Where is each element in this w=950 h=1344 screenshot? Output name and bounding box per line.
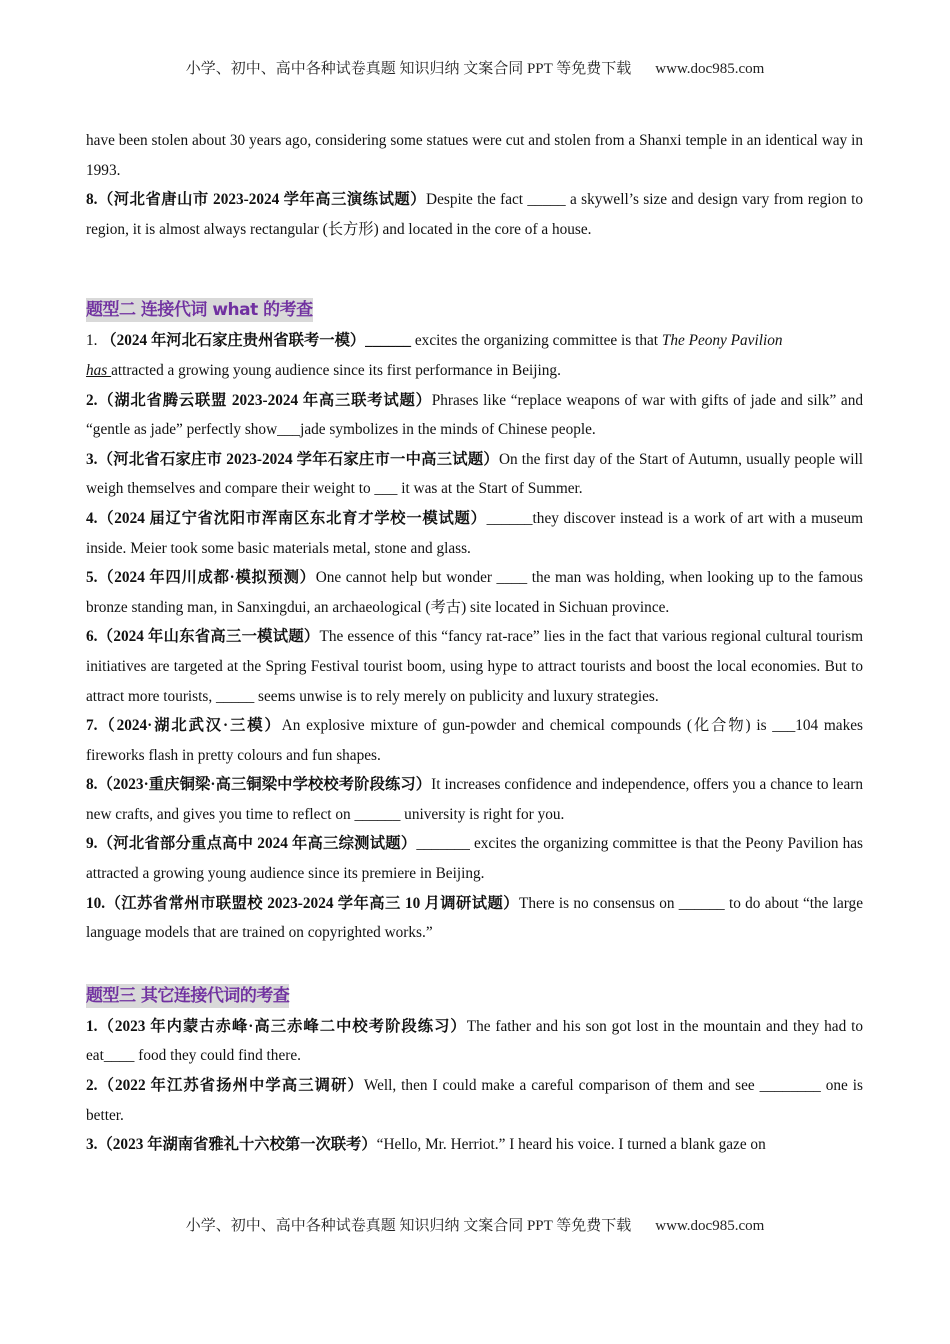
header-text: 小学、初中、高中各种试卷真题 知识归纳 文案合同 PPT 等免费下载 bbox=[185, 61, 632, 77]
question-item bbox=[86, 185, 863, 244]
question-item bbox=[86, 445, 863, 504]
question-text: It increases confidence and independence, offers you a chance to learn new crafts, and gives you time to reflect on ______ university is right for you. bbox=[86, 776, 863, 823]
question-source: 8.（2023·重庆铜梁·高三铜梁中学校校考阶段练习） bbox=[86, 776, 432, 794]
question-source: 8.（河北省唐山市 2023-2024 学年高三演练试题） bbox=[86, 191, 427, 209]
question-source: 2.（湖北省腾云联盟 2023-2024 年高三联考试题） bbox=[86, 391, 432, 409]
page-footer bbox=[0, 1214, 950, 1235]
question-item bbox=[86, 770, 863, 829]
question-source: 5.（2024 年四川成都·模拟预测） bbox=[86, 569, 316, 587]
question-source: 2.（2022 年江苏省扬州中学高三调研） bbox=[86, 1077, 364, 1095]
question-source: 1.（2023 年内蒙古赤峰·高三赤峰二中校考阶段练习） bbox=[86, 1017, 467, 1035]
question-item bbox=[86, 622, 863, 711]
question-item bbox=[86, 386, 863, 445]
question-text: An explosive mixture of gun-powder and chemical compounds (化合物) is ___104 makes fireworks flash in pretty colours and fun shapes. bbox=[86, 717, 863, 764]
question-source: 6.（2024 年山东省高三一模试题） bbox=[86, 628, 320, 646]
question-source: 3.（2023 年湖南省雅礼十六校第一次联考） bbox=[86, 1136, 377, 1154]
section-heading: 题型二 连接代词 what 的考查 bbox=[86, 300, 313, 321]
header-url[interactable]: www.doc985.com bbox=[655, 61, 765, 77]
question-text: There is no consensus on ______ to do about “the large language models that are trained on copyrighted works.” bbox=[86, 894, 863, 942]
question-item bbox=[86, 1012, 863, 1071]
footer-url[interactable]: www.doc985.com bbox=[655, 1218, 765, 1234]
document-body bbox=[86, 126, 863, 1160]
question-text: The father and his son got lost in the mountain and they had to eat____ food they could find there. bbox=[86, 1017, 863, 1065]
italic-title: The Peony Pavilion bbox=[661, 332, 783, 350]
question-item bbox=[86, 504, 863, 563]
footer-text: 小学、初中、高中各种试卷真题 知识归纳 文案合同 PPT 等免费下载 bbox=[185, 1218, 632, 1234]
question-source: 9.（河北省部分重点高中 2024 年高三综测试题） bbox=[86, 835, 417, 853]
question-text: Phrases like “replace weapons of war with gifts of jade and silk” and “gentle as jade” perfectly show___jade symbolizes in the minds of Chinese people. bbox=[86, 391, 863, 439]
question-item bbox=[86, 1130, 863, 1160]
question-text: ______they discover instead is a work of art with a museum inside. Meier took some basic materials metal, stone and glass. bbox=[86, 509, 863, 557]
paragraph-continuation: have been stolen about 30 years ago, considering some statues were cut and stolen from a Shanxi temple in an identical way in 1993. bbox=[86, 132, 863, 179]
question-item bbox=[86, 326, 863, 385]
question-source: 4.（2024 届辽宁省沈阳市浑南区东北育才学校一模试题） bbox=[86, 509, 487, 527]
question-text: On the first day of the Start of Autumn, usually people will weigh themselves and compare their weight to ___ it was at the Start of Summer. bbox=[86, 450, 864, 498]
question-item bbox=[86, 1071, 863, 1130]
question-source: 7.（2024·湖北武汉·三模） bbox=[86, 717, 282, 735]
question-text: Well, then I could make a careful comparison of them and see ________ one is better. bbox=[86, 1077, 863, 1124]
question-text: One cannot help but wonder ____ the man was holding, when looking up to the famous bronze standing man, in Sanxingdui, an archaeological (考古) site located in Sichuan province. bbox=[86, 569, 863, 616]
question-text: attracted a growing young audience since its first performance in Beijing. bbox=[111, 361, 561, 379]
question-text: “Hello, Mr. Herriot.” I heard his voice. I turned a blank gaze on bbox=[376, 1136, 766, 1154]
question-source: 10.（江苏省常州市联盟校 2023-2024 学年高三 10 月调研试题） bbox=[86, 894, 519, 912]
question-item bbox=[86, 563, 863, 622]
answer-blank: ______ bbox=[365, 332, 412, 350]
question-text: _______ excites the organizing committee is that the Peony Pavilion has attracted a growing young audience since its premiere in Beijing. bbox=[86, 835, 863, 883]
question-text: The essence of this “fancy rat-race” lies in the fact that various regional cultural tourism initiatives are targeted at the Spring Festival tourist boom, using hype to attract tourists and boost the local economies. But to attract more tourists, _____ seems unwise is to rely merely on publicity and luxury strategies. bbox=[86, 628, 863, 705]
page-header bbox=[0, 57, 950, 78]
question-item bbox=[86, 829, 863, 888]
section-heading: 题型三 其它连接代词的考查 bbox=[86, 985, 290, 1006]
question-number: 1. bbox=[86, 332, 102, 350]
question-text: excites the organizing committee is that bbox=[411, 332, 662, 350]
question-item bbox=[86, 711, 863, 770]
question-source: 3.（河北省石家庄市 2023-2024 学年石家庄市一中高三试题） bbox=[86, 450, 499, 468]
underlined-word: has bbox=[86, 361, 112, 379]
question-source: （2024 年河北石家庄贵州省联考一模） bbox=[101, 332, 366, 350]
question-item bbox=[86, 889, 863, 948]
question-text: Despite the fact _____ a skywell’s size and design vary from region to region, it is almost always rectangular (长方形) and located in the core of a house. bbox=[86, 191, 864, 238]
